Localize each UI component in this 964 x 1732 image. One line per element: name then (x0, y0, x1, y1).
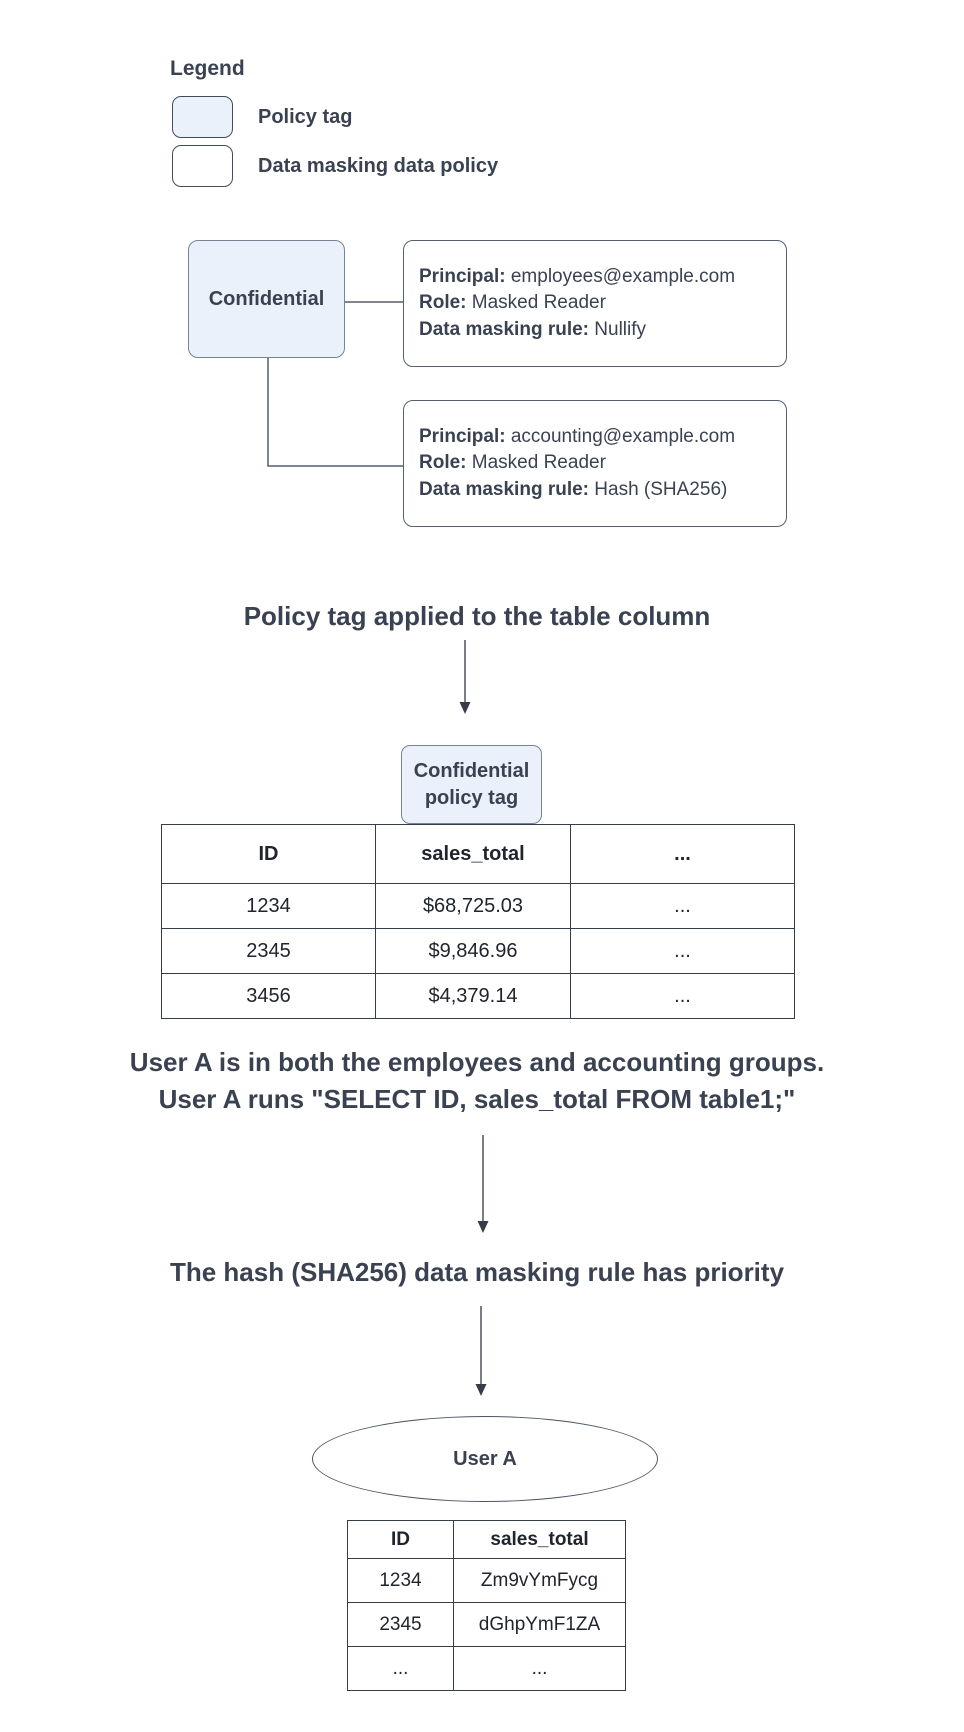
role-value: Masked Reader (471, 292, 606, 314)
rule-value: Hash (SHA256) (594, 478, 728, 500)
principal-value: employees@example.com (510, 265, 736, 287)
connector-confidential-to-policy2 (268, 358, 403, 466)
result-table (347, 1520, 626, 1691)
table-cell: 2345 (348, 1603, 454, 1647)
table-cell: 1234 (162, 884, 376, 929)
column-header: sales_total (376, 825, 571, 884)
role-label: Role: (419, 292, 467, 314)
data-masking-policy-swatch (172, 145, 233, 187)
source-table (161, 824, 795, 1019)
table-cell: Zm9vYmFycg (454, 1559, 626, 1603)
table-row (348, 1647, 626, 1691)
step2-heading (0, 1044, 954, 1118)
policy-tag-swatch (172, 96, 233, 138)
table-cell: 3456 (162, 974, 376, 1019)
table-header-row (348, 1521, 626, 1559)
table-row (348, 1603, 626, 1647)
confidential-policy-tag-badge (401, 745, 542, 824)
step2-heading-line1: User A is in both the employees and accounting groups. (129, 1047, 825, 1077)
table-cell: ... (571, 974, 795, 1019)
step2-heading-line2: User A runs "SELECT ID, sales_total FROM table1;" (158, 1084, 796, 1114)
rule-value: Nullify (594, 318, 647, 340)
policy-principal-line (419, 424, 772, 451)
table-cell: 1234 (348, 1559, 454, 1603)
principal-value: accounting@example.com (510, 425, 736, 447)
table-cell: ... (454, 1647, 626, 1691)
policy-rule-line (419, 317, 772, 344)
data-policy-card-accounting (403, 400, 787, 527)
table-cell: dGhpYmF1ZA (454, 1603, 626, 1647)
table-cell: ... (348, 1647, 454, 1691)
table-row (162, 929, 795, 974)
role-value: Masked Reader (471, 452, 606, 474)
data-policy-card-employees (403, 240, 787, 367)
badge-line2: policy tag (424, 786, 519, 809)
node-label: Confidential (208, 287, 325, 310)
table-cell: $68,725.03 (376, 884, 571, 929)
node-confidential-policy-tag (188, 240, 345, 358)
role-label: Role: (419, 452, 467, 474)
column-header: ... (571, 825, 795, 884)
legend-item-label: Policy tag (258, 106, 353, 128)
principal-label: Principal: (419, 425, 506, 447)
table-cell: 2345 (162, 929, 376, 974)
table-row (348, 1559, 626, 1603)
node-label: User A (453, 1447, 517, 1470)
table-row (162, 884, 795, 929)
column-header: ID (348, 1521, 454, 1559)
policy-principal-line (419, 264, 772, 291)
column-header: sales_total (454, 1521, 626, 1559)
table-cell: ... (571, 884, 795, 929)
table-cell: $9,846.96 (376, 929, 571, 974)
node-user-a (312, 1416, 658, 1502)
policy-rule-line (419, 477, 772, 504)
legend-title: Legend (170, 57, 245, 80)
principal-label: Principal: (419, 265, 506, 287)
legend-item-label: Data masking data policy (258, 155, 499, 177)
step1-heading: Policy tag applied to the table column (243, 601, 711, 631)
policy-role-line (419, 450, 772, 477)
table-cell: ... (571, 929, 795, 974)
rule-label: Data masking rule: (419, 478, 589, 500)
policy-role-line (419, 290, 772, 317)
table-cell: $4,379.14 (376, 974, 571, 1019)
table-row (162, 974, 795, 1019)
badge-line1: Confidential (413, 759, 530, 782)
rule-label: Data masking rule: (419, 318, 589, 340)
table-header-row (162, 825, 795, 884)
step3-heading: The hash (SHA256) data masking rule has priority (169, 1257, 785, 1287)
column-header: ID (162, 825, 376, 884)
